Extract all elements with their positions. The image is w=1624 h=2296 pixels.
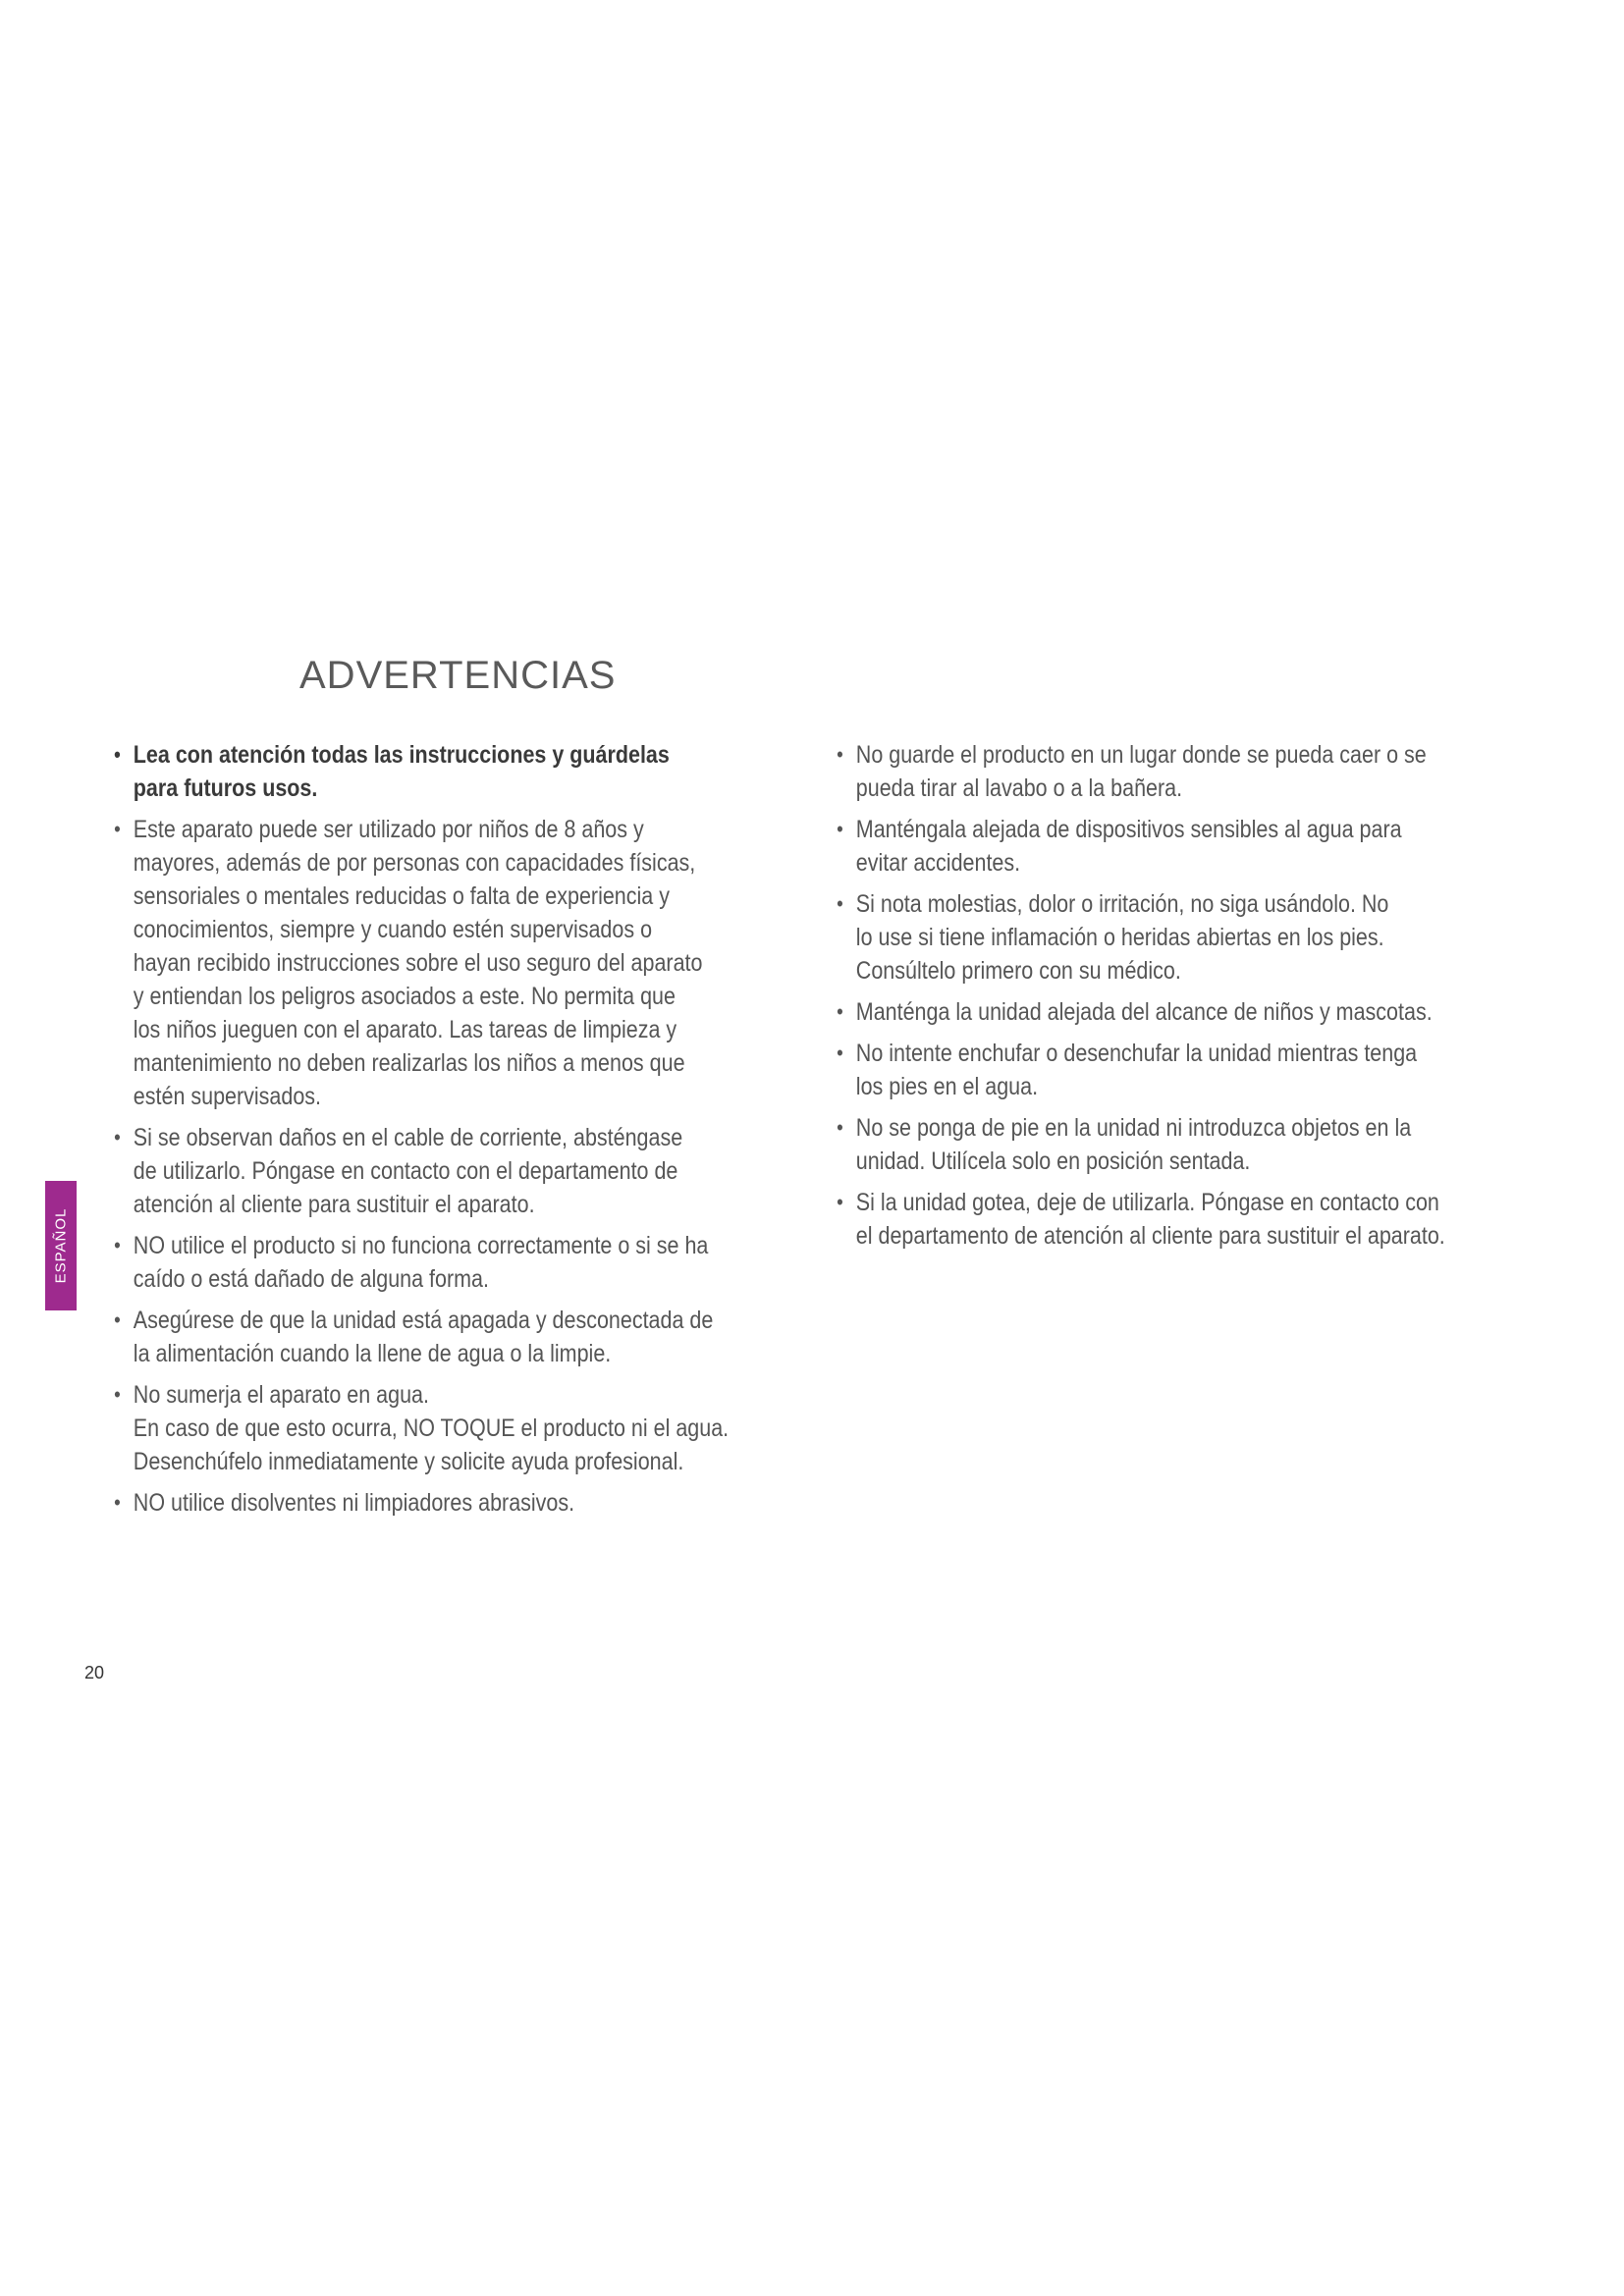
warning-item [831,1037,1546,1103]
language-tab [45,1181,77,1310]
warning-item [108,1486,814,1520]
warning-item [108,1304,814,1370]
warnings-list-right [831,738,1547,1260]
warning-item [108,738,814,805]
warning-text: Este aparato puede ser utilizado por niños de 8 años y mayores, además de por personas con capacidades físicas, sensoriales o mentales reducidas o falta de experiencia y conocimientos, siempre y cuando estén supervisados o hayan recibido instrucciones sobre el uso seguro del aparato y entiendan los peligros asociados a este. No permita que los niños jueguen con el aparato. Las tareas de limpieza y mantenimiento no deben realizarlas los niños a menos que estén supervisados. [133,816,703,1110]
warning-text: Si nota molestias, dolor o irritación, no siga usándolo. No lo use si tiene inflamación o heridas abiertas en los pies. Consúltelo primero con su médico. [855,890,1389,985]
warning-text: Asegúrese de que la unidad está apagada y desconectada de la alimentación cuando la llene de agua o la limpie. [133,1307,714,1367]
bullet-icon: • [114,1382,121,1407]
page-number: 20 [84,1663,105,1682]
bullet-icon: • [837,817,843,841]
bullet-icon: • [114,1233,121,1257]
warning-text: NO utilice el producto si no funciona correctamente o si se ha caído o está dañado de alguna forma. [133,1232,709,1293]
warning-text: No se ponga de pie en la unidad ni introduzca objetos en la unidad. Utilícela solo en posición sentada. [855,1114,1412,1175]
warning-text: Manténgala alejada de dispositivos sensibles al agua para evitar accidentes. [855,816,1402,877]
warning-text: Manténga la unidad alejada del alcance de niños y mascotas. [855,998,1433,1026]
warning-item [831,995,1546,1029]
warning-text: NO utilice disolventes ni limpiadores abrasivos. [133,1489,575,1517]
warning-item [108,1229,814,1296]
warning-item [831,738,1546,805]
bullet-icon: • [114,1490,121,1515]
warning-item [108,813,814,1113]
bullet-icon: • [837,1041,843,1065]
bullet-icon: • [837,1115,843,1140]
warning-text: No sumerja el aparato en agua. En caso de que esto ocurra, NO TOQUE el producto ni el agua. Desenchúfelo inmediatamente y solicite ayuda profesional. [133,1381,730,1475]
bullet-icon: • [837,742,843,767]
bullet-icon: • [114,817,121,841]
warning-item [108,1378,814,1478]
language-tab-label: ESPAÑOL [52,1207,70,1284]
warning-item [831,1111,1546,1178]
bullet-icon: • [837,1190,843,1214]
bullet-icon: • [114,742,121,767]
warning-text: Si se observan daños en el cable de corriente, absténgase de utilizarlo. Póngase en contacto con el departamento de atención al cliente para sustituir el aparato. [133,1124,683,1218]
warning-item [108,1121,814,1221]
warning-text: Si la unidad gotea, deje de utilizarla. Póngase en contacto con el departamento de atención al cliente para sustituir el aparato. [855,1189,1445,1250]
warning-item [831,1186,1546,1253]
warning-text: No intente enchufar o desenchufar la unidad mientras tenga los pies en el agua. [855,1040,1418,1100]
warning-item [831,813,1546,880]
bullet-icon: • [837,891,843,916]
bullet-icon: • [837,999,843,1024]
warnings-list-left [108,738,815,1527]
page-title: ADVERTENCIAS [299,654,617,697]
warning-text: No guarde el producto en un lugar donde se pueda caer o se pueda tirar al lavabo o a la bañera. [855,741,1427,802]
warning-text: Lea con atención todas las instrucciones y guárdelas para futuros usos. [133,741,670,802]
warning-item [831,887,1546,988]
bullet-icon: • [114,1125,121,1149]
bullet-icon: • [114,1308,121,1332]
